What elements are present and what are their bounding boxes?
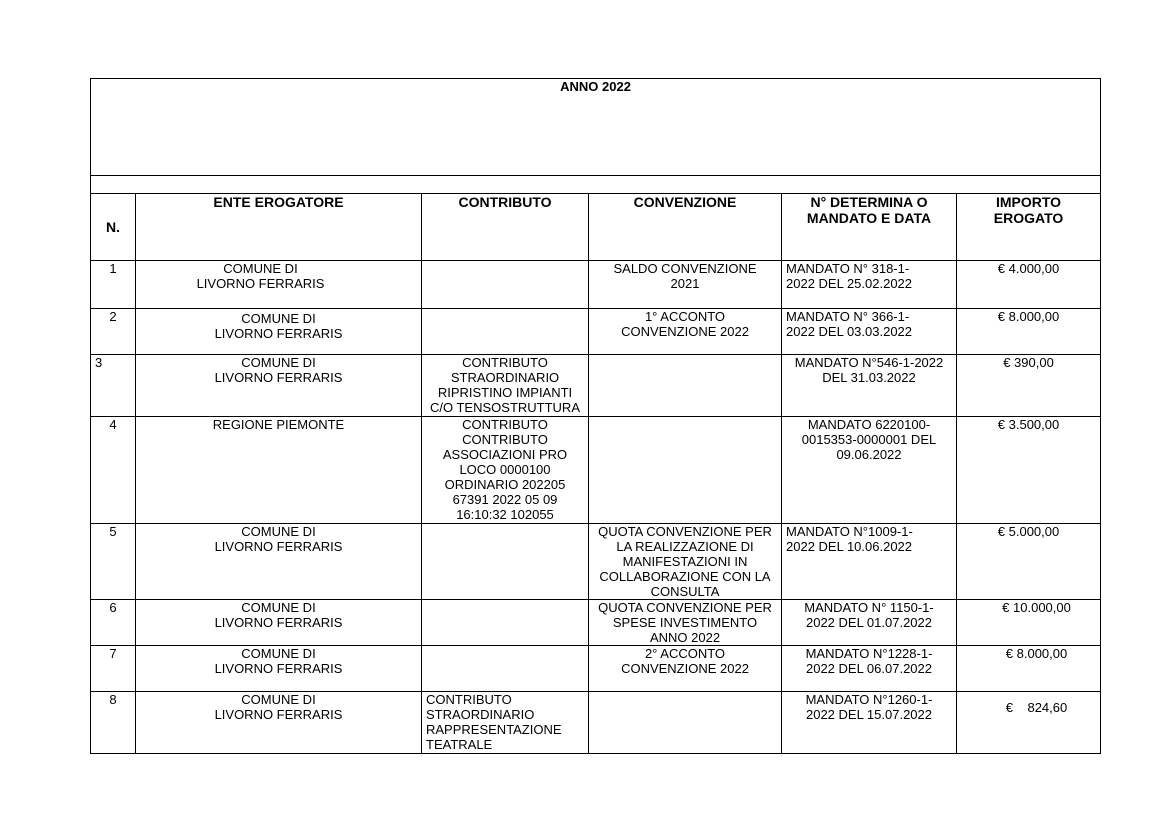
header-convenzione: CONVENZIONE — [589, 194, 782, 261]
importo-cell: € 390,00 — [957, 355, 1101, 417]
determina-cell: MANDATO N° 1150-1- 2022 DEL 01.07.2022 — [782, 600, 957, 646]
contributo-cell: CONTRIBUTO STRAORDINARIO RIPRISTINO IMPIANTI C/O TENSOSTRUTTURA — [422, 355, 589, 417]
table-row — [91, 261, 1101, 309]
contributo-cell: CONTRIBUTO STRAORDINARIO RAPPRESENTAZIONE TEATRALE — [422, 692, 589, 754]
contributo-cell — [422, 261, 589, 309]
row-number: 6 — [91, 600, 136, 646]
ente-cell: COMUNE DI LIVORNO FERRARIS — [136, 355, 422, 417]
convenzione-cell — [589, 417, 782, 524]
determina-cell: MANDATO N°1228-1- 2022 DEL 06.07.2022 — [782, 646, 957, 692]
title-row — [91, 79, 1101, 176]
contributo-cell: CONTRIBUTO CONTRIBUTO ASSOCIAZIONI PRO LOCO 0000100 ORDINARIO 202205 67391 2022 05 09 16:10:32 102055 — [422, 417, 589, 524]
table-row — [91, 417, 1101, 524]
ente-cell: COMUNE DI LIVORNO FERRARIS — [136, 600, 422, 646]
determina-cell: MANDATO N°546-1-2022 DEL 31.03.2022 — [782, 355, 957, 417]
contributo-cell — [422, 524, 589, 600]
ente-cell: COMUNE DI LIVORNO FERRARIS — [136, 261, 422, 309]
importo-cell: € 4.000,00 — [957, 261, 1101, 309]
determina-cell: MANDATO N°1009-1- 2022 DEL 10.06.2022 — [782, 524, 957, 600]
row-number: 5 — [91, 524, 136, 600]
contributo-cell — [422, 309, 589, 355]
document-page — [90, 78, 1100, 754]
convenzione-cell: 2° ACCONTO CONVENZIONE 2022 — [589, 646, 782, 692]
convenzione-cell: QUOTA CONVENZIONE PER LA REALIZZAZIONE DI MANIFESTAZIONI IN COLLABORAZIONE CON LA CONSULTA — [589, 524, 782, 600]
determina-cell: MANDATO N° 366-1- 2022 DEL 03.03.2022 — [782, 309, 957, 355]
importo-cell: € 8.000,00 — [957, 309, 1101, 355]
table-row — [91, 355, 1101, 417]
header-importo: IMPORTO EROGATO — [957, 194, 1101, 261]
determina-cell: MANDATO N°1260-1- 2022 DEL 15.07.2022 — [782, 692, 957, 754]
convenzione-cell — [589, 692, 782, 754]
contributo-cell — [422, 600, 589, 646]
contributo-cell — [422, 646, 589, 692]
header-ente: ENTE EROGATORE — [136, 194, 422, 261]
table-row — [91, 692, 1101, 754]
ente-cell: COMUNE DI LIVORNO FERRARIS — [136, 692, 422, 754]
ente-cell: COMUNE DI LIVORNO FERRARIS — [136, 646, 422, 692]
page-title: ANNO 2022 — [91, 79, 1101, 176]
header-n: N. — [91, 194, 136, 261]
convenzione-cell: 1° ACCONTO CONVENZIONE 2022 — [589, 309, 782, 355]
ente-cell: COMUNE DI LIVORNO FERRARIS — [136, 524, 422, 600]
importo-cell: € 3.500,00 — [957, 417, 1101, 524]
importo-cell: € 8.000,00 — [957, 646, 1101, 692]
contributions-table — [90, 78, 1101, 754]
row-number: 3 — [91, 355, 136, 417]
table-row — [91, 524, 1101, 600]
table-row — [91, 309, 1101, 355]
table-header-row — [91, 194, 1101, 261]
ente-cell: COMUNE DI LIVORNO FERRARIS — [136, 309, 422, 355]
convenzione-cell: SALDO CONVENZIONE 2021 — [589, 261, 782, 309]
importo-cell: € 5.000,00 — [957, 524, 1101, 600]
importo-cell: € 10.000,00 — [957, 600, 1101, 646]
row-number: 8 — [91, 692, 136, 754]
table-row — [91, 600, 1101, 646]
determina-cell: MANDATO N° 318-1- 2022 DEL 25.02.2022 — [782, 261, 957, 309]
determina-cell: MANDATO 6220100- 0015353-0000001 DEL 09.06.2022 — [782, 417, 957, 524]
row-number: 2 — [91, 309, 136, 355]
convenzione-cell: QUOTA CONVENZIONE PER SPESE INVESTIMENTO ANNO 2022 — [589, 600, 782, 646]
row-number: 7 — [91, 646, 136, 692]
header-determina: N° DETERMINA O MANDATO E DATA — [782, 194, 957, 261]
convenzione-cell — [589, 355, 782, 417]
row-number: 4 — [91, 417, 136, 524]
table-row — [91, 646, 1101, 692]
header-contributo: CONTRIBUTO — [422, 194, 589, 261]
importo-cell: € 824,60 — [957, 692, 1101, 754]
spacer-row — [91, 176, 1101, 194]
row-number: 1 — [91, 261, 136, 309]
ente-cell: REGIONE PIEMONTE — [136, 417, 422, 524]
